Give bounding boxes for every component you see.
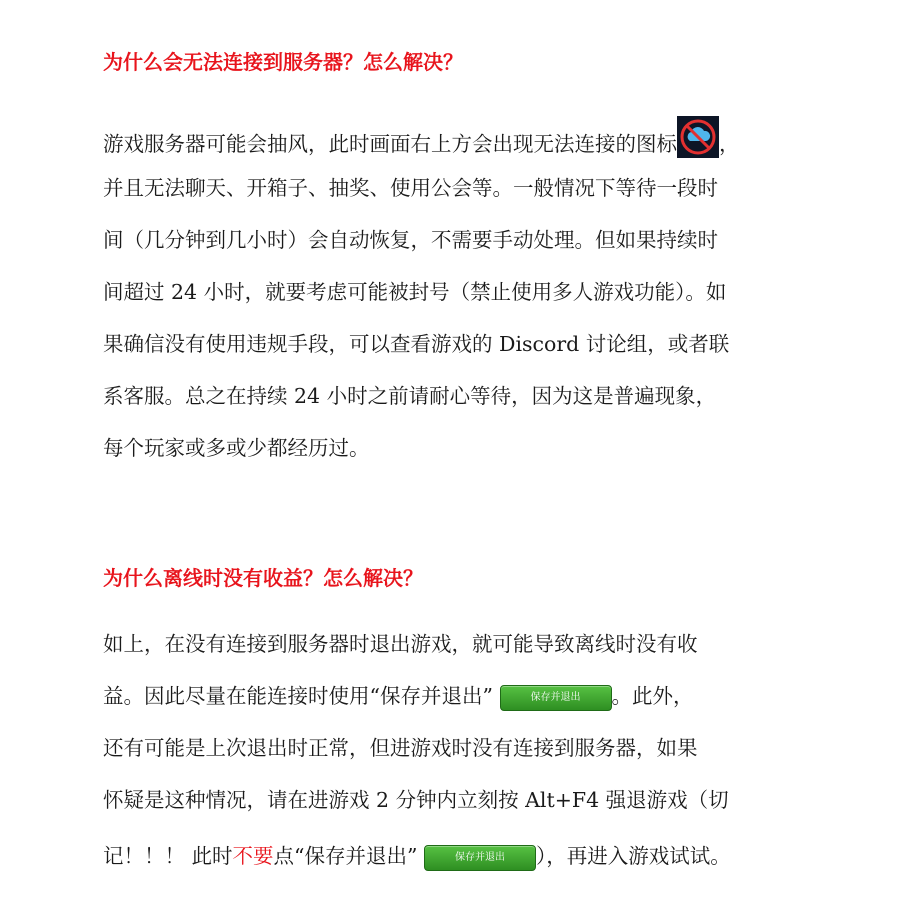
heading-offline-income: 为什么离线时没有收益？怎么解决？ — [103, 566, 423, 590]
line-4: 怀疑是这种情况，请在进游戏 2 分钟内立刻按 Alt+F4 强退游戏（切 — [103, 788, 729, 812]
line-1: 游戏服务器可能会抽风，此时画面右上方会出现无法连接的图标 — [103, 132, 677, 156]
line-6: 系客服。总之在持续 24 小时之前请耐心等待，因为这是普遍现象， — [103, 384, 717, 408]
line-1: 如上，在没有连接到服务器时退出游戏，就可能导致离线时没有收 — [103, 632, 698, 656]
line-5: 果确信没有使用违规手段，可以查看游戏的 Discord 讨论组，或者联 — [103, 332, 730, 356]
line-3: 还有可能是上次退出时正常，但进游戏时没有连接到服务器，如果 — [103, 736, 698, 760]
heading-connection: 为什么会无法连接到服务器？怎么解决？ — [103, 50, 463, 74]
line-7: 每个玩家或多或少都经历过。 — [103, 436, 370, 460]
line-2: 并且无法聊天、开箱子、抽奖、使用公会等。一般情况下等待一段时 — [103, 176, 718, 200]
warning-text: 不要 — [232, 844, 274, 868]
save-and-exit-button: 保存并退出 — [424, 845, 536, 871]
cloud-offline-icon — [677, 116, 719, 158]
line-3: 间（几分钟到几小时）会自动恢复，不需要手动处理。但如果持续时 — [103, 228, 718, 252]
line-4: 间超过 24 小时，就要考虑可能被封号（禁止使用多人游戏功能）。如 — [103, 280, 727, 304]
save-and-exit-button: 保存并退出 — [500, 685, 612, 711]
